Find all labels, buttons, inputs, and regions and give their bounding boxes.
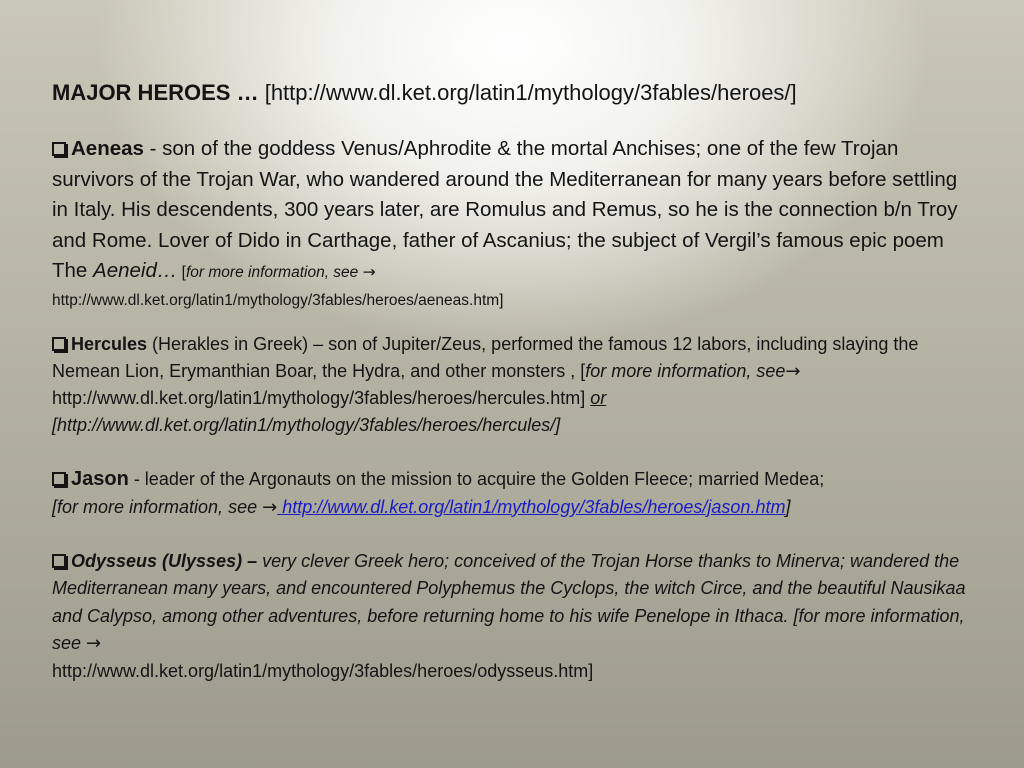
entry-odysseus	[52, 548, 977, 686]
right-arrow-icon: →	[362, 263, 376, 281]
hercules-description: (Herakles in Greek) – son of Jupiter/Zeus, performed the famous 12 labors, including slaying the Nemean Lion, Erymanthian Boar, the Hydra, and other monsters , [	[52, 333, 919, 381]
hero-name-hercules: Hercules	[71, 333, 148, 354]
entry-jason	[52, 465, 977, 522]
title-heading: MAJOR HEROES …	[52, 80, 259, 105]
aeneas-more-info: for more information, see	[186, 264, 363, 281]
hercules-or: or	[590, 387, 607, 408]
hercules-url-2[interactable]: [http://www.dl.ket.org/latin1/mythology/3fables/heroes/hercules/]	[52, 414, 561, 435]
hero-name-aeneas: Aeneas	[71, 137, 144, 160]
right-arrow-icon: →	[86, 633, 102, 654]
jason-description: - leader of the Argonauts on the mission to acquire the Golden Fleece; married Medea;	[128, 468, 825, 489]
jason-close-bracket: ]	[785, 496, 791, 517]
hercules-url[interactable]: http://www.dl.ket.org/latin1/mythology/3fables/heroes/hercules.htm]	[52, 387, 591, 408]
checkbox-bullet-icon	[52, 142, 66, 156]
title-url[interactable]: [http://www.dl.ket.org/latin1/mythology/3fables/heroes/]	[258, 80, 797, 105]
jason-more-info: [for more information, see	[52, 496, 263, 517]
aeneas-more-open: [	[177, 264, 186, 281]
aeneas-url[interactable]: http://www.dl.ket.org/latin1/mythology/3fables/heroes/aeneas.htm]	[52, 291, 504, 309]
odysseus-description: very clever Greek hero; conceived of the Trojan Horse thanks to Minerva; wandered the Mediterranean many years, and encountered Polyphemus the Cyclops, the witch Circe, and the beautiful Nausikaa and Calypso, among other adventures, before returning home to his wife Penelope in Ithaca. [for more information, see	[52, 550, 966, 653]
right-arrow-icon: →	[785, 360, 801, 382]
hero-name-odysseus: Odysseus (Ulysses) –	[71, 550, 258, 571]
slide-content	[52, 78, 977, 685]
checkbox-bullet-icon	[52, 472, 66, 486]
aeneas-description: - son of the goddess Venus/Aphrodite & the mortal Anchises; one of the few Trojan survivors of the Trojan War, who wandered around the Mediterranean for many years before settling in Italy. His descendents, 300 years later, are Romulus and Remus, so he is the connection b/n Troy and Rome. Lover of Dido in Carthage, father of Ascanius; the subject of Vergil’s famous epic poem The	[52, 137, 958, 282]
hercules-more-info: for more information, see	[585, 360, 786, 381]
odysseus-url[interactable]: http://www.dl.ket.org/latin1/mythology/3fables/heroes/odysseus.htm]	[52, 660, 594, 681]
entry-hercules	[52, 331, 977, 439]
entry-aeneas	[52, 134, 977, 313]
checkbox-bullet-icon	[52, 337, 66, 351]
aeneas-work-title: Aeneid…	[93, 259, 178, 282]
slide-title	[52, 78, 977, 108]
hero-name-jason: Jason	[71, 467, 129, 490]
right-arrow-icon: →	[262, 496, 278, 518]
jason-link[interactable]: http://www.dl.ket.org/latin1/mythology/3fables/heroes/jason.htm	[277, 496, 786, 517]
checkbox-bullet-icon	[52, 554, 66, 568]
